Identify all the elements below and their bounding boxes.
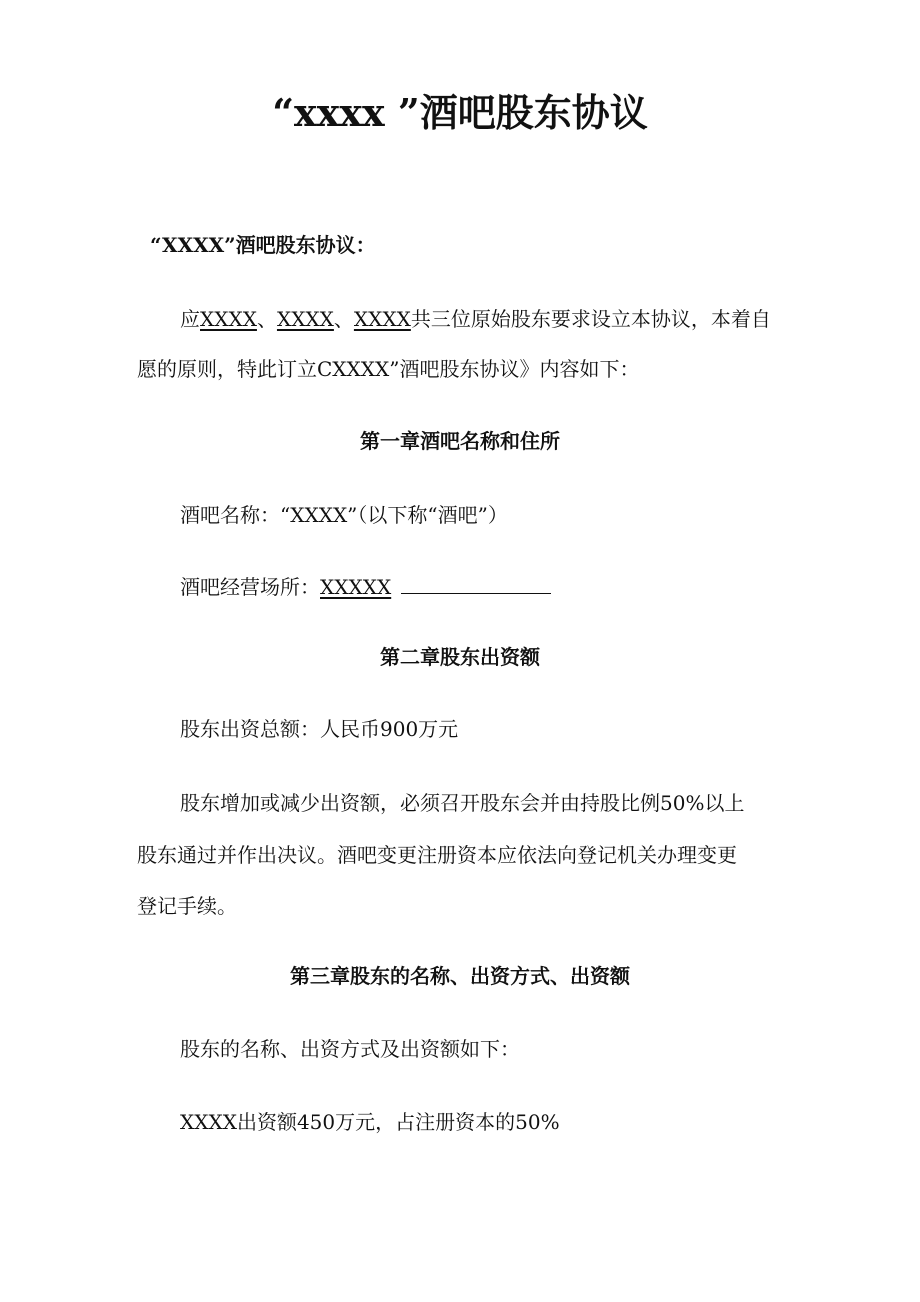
intro-heading: “XXXX”酒吧股东协议： [150, 233, 376, 257]
chapter-2-heading: 第二章股东出资额 [380, 645, 540, 669]
chapter-3-heading: 第三章股东的名称、出资方式、出资额 [290, 964, 630, 988]
preamble-line-1-rest: 共三位原始股东要求设立本协议，本着自 [410, 307, 771, 331]
capital-total-line: 股东出资总额：人民币900万元 [180, 717, 459, 741]
preamble-prefix: 应 [180, 307, 200, 331]
preamble-line-2: 愿的原则，特此订立CXXXX”酒吧股东协议》内容如下： [137, 357, 640, 381]
preamble-separator-2: 、 [333, 307, 354, 331]
bar-address-label: 酒吧经营场所： [180, 575, 320, 599]
bar-address-line [180, 574, 551, 600]
document-title: “xxxx ”酒吧股东协议 [272, 90, 648, 135]
shareholder-intro-line: 股东的名称、出资方式及出资额如下： [180, 1037, 520, 1061]
preamble-line-1 [180, 306, 771, 332]
chapter-1-heading: 第一章酒吧名称和住所 [360, 429, 560, 453]
capital-change-line-2: 股东通过并作出决议。酒吧变更注册资本应依法向登记机关办理变更 [137, 843, 737, 867]
bar-address-value: XXXXX [320, 575, 392, 599]
address-blank-line [401, 575, 551, 594]
shareholder-name-3: XXXX [353, 307, 411, 331]
bar-name-line: 酒吧名称：“XXXX”（以下称“酒吧”） [180, 503, 508, 527]
capital-change-line-3: 登记手续。 [137, 894, 237, 918]
shareholder-name-1: XXXX [200, 307, 257, 331]
capital-change-line-1: 股东增加或减少出资额，必须召开股东会并由持股比例50%以上 [180, 791, 745, 815]
shareholder-contribution-line: XXXX出资额450万元，占注册资本的50% [180, 1110, 560, 1134]
shareholder-name-2: XXXX [276, 307, 334, 331]
preamble-separator-1: 、 [256, 307, 277, 331]
